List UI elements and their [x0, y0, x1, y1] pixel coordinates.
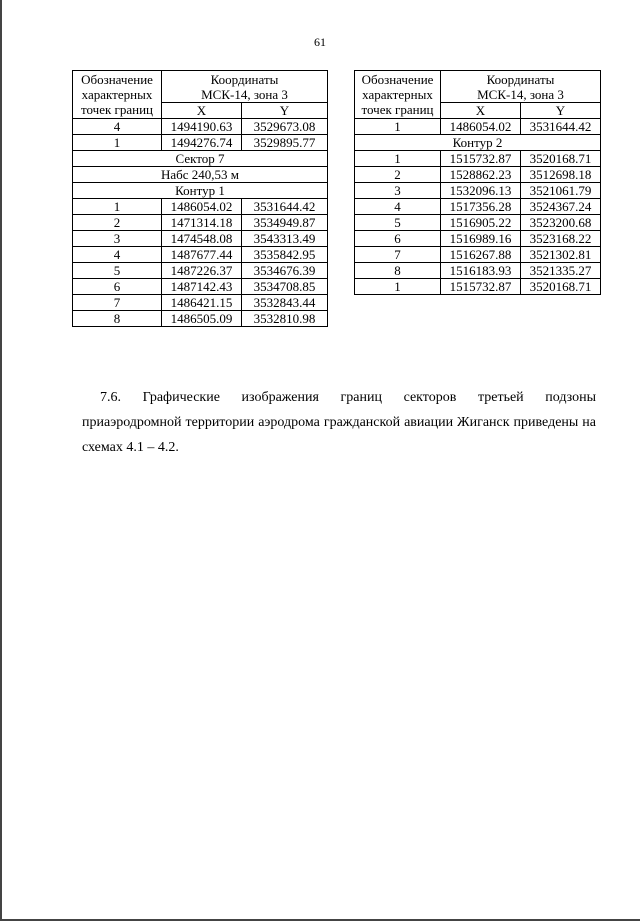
body-paragraph [82, 385, 596, 460]
coordinates-header [162, 71, 328, 103]
point-number-cell: 3 [355, 183, 441, 199]
table-row [73, 295, 328, 311]
x-coordinate-cell: 1516183.93 [441, 263, 521, 279]
points-header-line: Обозначение [361, 72, 434, 87]
point-number-cell: 7 [73, 295, 162, 311]
points-header-line: точек границ [80, 102, 154, 117]
x-coordinate-cell: 1486054.02 [441, 119, 521, 135]
page-number: 61 [314, 35, 326, 49]
y-column-header: Y [242, 103, 328, 119]
y-coordinate-cell: 3520168.71 [521, 151, 601, 167]
coordinate-system: МСК-14, зона 3 [477, 86, 564, 102]
points-header-line: Обозначение [81, 72, 153, 87]
x-coordinate-cell: 1474548.08 [162, 231, 242, 247]
x-coordinate-cell: 1486421.15 [162, 295, 242, 311]
y-column-header: Y [521, 103, 601, 119]
section-label: Контур 1 [73, 183, 328, 199]
x-coordinate-cell: 1516267.88 [441, 247, 521, 263]
table-row [355, 215, 601, 231]
point-number-cell: 1 [73, 199, 162, 215]
paragraph-line: 7.6. Графические изображения границ секторов третьей подзоны [100, 390, 596, 405]
x-coordinate-cell: 1487142.43 [162, 279, 242, 295]
y-coordinate-cell: 3524367.24 [521, 199, 601, 215]
x-coordinate-cell: 1494276.74 [162, 135, 242, 151]
y-coordinate-cell: 3535842.95 [242, 247, 328, 263]
table-row [355, 167, 601, 183]
y-coordinate-cell: 3523200.68 [521, 215, 601, 231]
table-row [355, 119, 601, 135]
x-coordinate-cell: 1528862.23 [441, 167, 521, 183]
paragraph-line: приаэродромной территории аэродрома гражданской авиации Жиганск приведены на [82, 415, 596, 430]
y-coordinate-cell: 3531644.42 [242, 199, 328, 215]
table-row [355, 263, 601, 279]
point-number-cell: 6 [73, 279, 162, 295]
point-number-cell: 1 [355, 119, 441, 135]
y-coordinate-cell: 3521302.81 [521, 247, 601, 263]
section-label: Контур 2 [355, 135, 601, 151]
y-coordinate-cell: 3523168.22 [521, 231, 601, 247]
table-section-row [73, 183, 328, 199]
y-coordinate-cell: 3532810.98 [242, 311, 328, 327]
y-coordinate-cell: 3529895.77 [242, 135, 328, 151]
coordinate-system: МСК-14, зона 3 [201, 86, 288, 102]
coordinates-title: Координаты [486, 71, 555, 87]
point-number-cell: 8 [355, 263, 441, 279]
point-number-cell: 8 [73, 311, 162, 327]
point-number-cell: 7 [355, 247, 441, 263]
coordinates-table-left [72, 70, 328, 327]
point-number-cell: 5 [73, 263, 162, 279]
table-row [73, 247, 328, 263]
points-header-line: характерных [362, 87, 433, 102]
y-coordinate-cell: 3521061.79 [521, 183, 601, 199]
y-coordinate-cell: 3529673.08 [242, 119, 328, 135]
y-coordinate-cell: 3534676.39 [242, 263, 328, 279]
x-coordinate-cell: 1515732.87 [441, 151, 521, 167]
point-number-cell: 5 [355, 215, 441, 231]
x-coordinate-cell: 1515732.87 [441, 279, 521, 295]
points-column-header [73, 71, 162, 119]
point-number-cell: 4 [355, 199, 441, 215]
table-row [73, 135, 328, 151]
table-row [73, 119, 328, 135]
y-coordinate-cell: 3543313.49 [242, 231, 328, 247]
table-row [355, 151, 601, 167]
point-number-cell: 2 [73, 215, 162, 231]
x-coordinate-cell: 1517356.28 [441, 199, 521, 215]
coordinates-table-right [354, 70, 601, 295]
y-coordinate-cell: 3512698.18 [521, 167, 601, 183]
point-number-cell: 3 [73, 231, 162, 247]
table-row [73, 199, 328, 215]
x-coordinate-cell: 1487677.44 [162, 247, 242, 263]
coordinates-title: Координаты [210, 71, 279, 87]
points-column-header [355, 71, 441, 119]
table-row [73, 231, 328, 247]
table-row [355, 183, 601, 199]
y-coordinate-cell: 3534949.87 [242, 215, 328, 231]
table-row [355, 279, 601, 295]
table-row [73, 263, 328, 279]
y-coordinate-cell: 3520168.71 [521, 279, 601, 295]
table-row [73, 311, 328, 327]
table-section-row [73, 167, 328, 183]
table-row [355, 199, 601, 215]
x-coordinate-cell: 1516989.16 [441, 231, 521, 247]
scan-left-edge [0, 0, 2, 921]
point-number-cell: 2 [355, 167, 441, 183]
points-header-line: характерных [81, 87, 153, 102]
x-coordinate-cell: 1486054.02 [162, 199, 242, 215]
x-column-header: X [162, 103, 242, 119]
x-column-header: X [441, 103, 521, 119]
table-row [73, 279, 328, 295]
paragraph-line: схемах 4.1 – 4.2. [82, 440, 179, 455]
point-number-cell: 4 [73, 119, 162, 135]
table-row [355, 247, 601, 263]
y-coordinate-cell: 3532843.44 [242, 295, 328, 311]
points-header-line: точек границ [361, 102, 434, 117]
y-coordinate-cell: 3531644.42 [521, 119, 601, 135]
point-number-cell: 6 [355, 231, 441, 247]
section-label: Сектор 7 [73, 151, 328, 167]
x-coordinate-cell: 1494190.63 [162, 119, 242, 135]
y-coordinate-cell: 3534708.85 [242, 279, 328, 295]
section-label: Нaбс 240,53 м [73, 167, 328, 183]
y-coordinate-cell: 3521335.27 [521, 263, 601, 279]
x-coordinate-cell: 1516905.22 [441, 215, 521, 231]
table-row [355, 231, 601, 247]
point-number-cell: 1 [355, 151, 441, 167]
x-coordinate-cell: 1532096.13 [441, 183, 521, 199]
table-section-row [355, 135, 601, 151]
x-coordinate-cell: 1487226.37 [162, 263, 242, 279]
x-coordinate-cell: 1471314.18 [162, 215, 242, 231]
point-number-cell: 4 [73, 247, 162, 263]
point-number-cell: 1 [355, 279, 441, 295]
table-row [73, 215, 328, 231]
table-section-row [73, 151, 328, 167]
point-number-cell: 1 [73, 135, 162, 151]
coordinates-header [441, 71, 601, 103]
x-coordinate-cell: 1486505.09 [162, 311, 242, 327]
